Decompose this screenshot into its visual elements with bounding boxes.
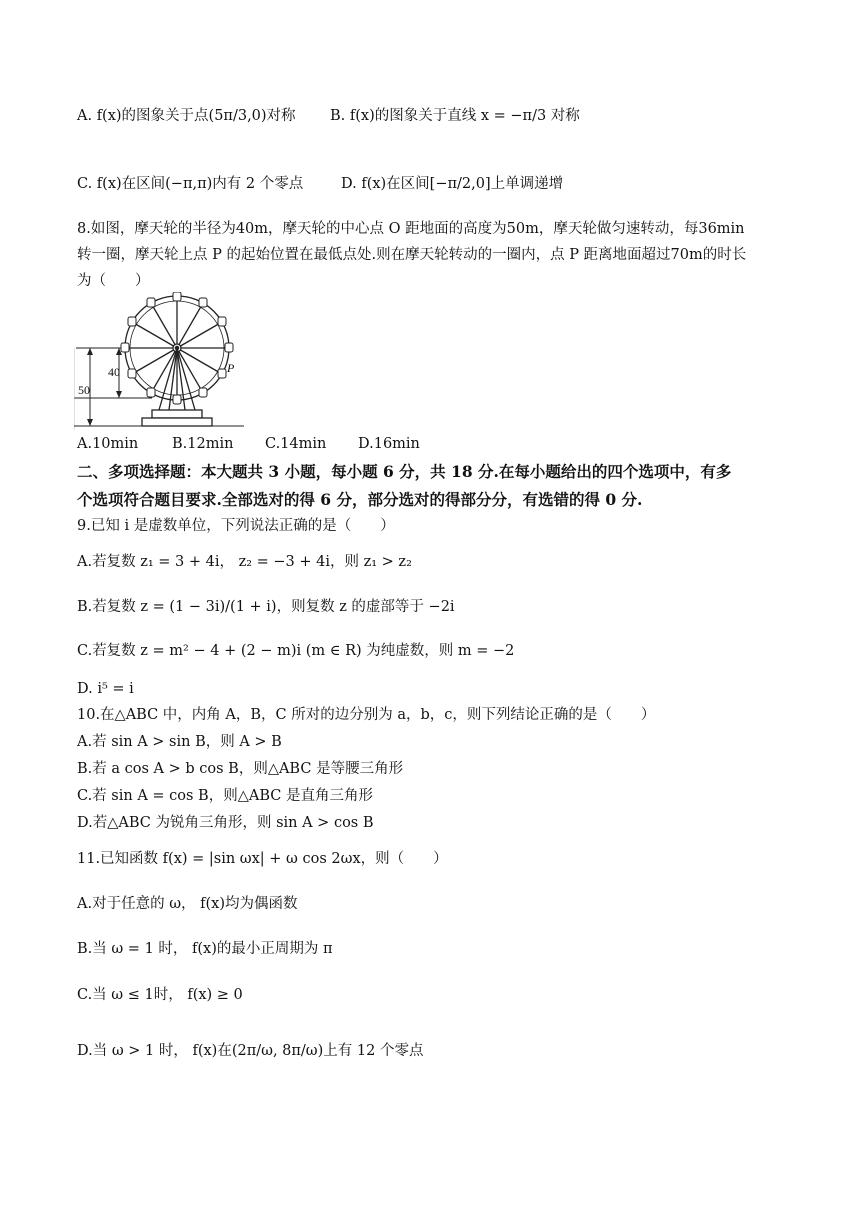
q9-option-b: B.若复数 z = (1 − 3i)/(1 + i)，则复数 z 的虚部等于 −2i <box>77 599 455 615</box>
q10-stem: 10.在△ABC 中，内角 A，B，C 所对的边分别为 a，b，c，则下列结论正确的是（ ） <box>77 707 656 723</box>
q11-option-b: B.当 ω = 1 时， f(x)的最小正周期为 π <box>77 941 333 957</box>
q9-option-c: C.若复数 z = m² − 4 + (2 − m)i (m ∈ R) 为纯虚数，则 m = −2 <box>77 643 515 659</box>
q8-option-c: C.14min <box>265 436 327 452</box>
q8-line-1: 8.如图，摩天轮的半径为40m，摩天轮的中心点 O 距地面的高度为50m，摩天轮做匀速转动，每36min <box>77 221 745 237</box>
q8-line-3: 为（ ） <box>77 273 150 289</box>
q8-option-b: B.12min <box>172 436 234 452</box>
q7-option-b: B. f(x)的图象关于直线 x = −π/3 对称 <box>330 108 580 124</box>
q7-option-c: C. f(x)在区间(−π,π)内有 2 个零点 <box>77 176 304 192</box>
q7-option-d: D. f(x)在区间[−π/2,0]上单调递增 <box>341 176 564 192</box>
q8-option-a: A.10min <box>77 436 139 452</box>
q11-option-d: D.当 ω > 1 时， f(x)在(2π/ω, 8π/ω)上有 12 个零点 <box>77 1043 424 1059</box>
ferris-wheel-figure <box>74 292 244 430</box>
q11-stem: 11.已知函数 f(x) = |sin ωx| + ω cos 2ωx，则（ ） <box>77 851 448 867</box>
section-2-heading-line-2: 个选项符合题目要求.全部选对的得 6 分，部分选对的得部分分，有选错的得 0 分. <box>77 490 643 509</box>
height-label: 50 <box>78 383 90 397</box>
point-p-label: P <box>227 361 235 375</box>
radius-label: 40 <box>108 365 120 379</box>
q10-option-c: C.若 sin A = cos B，则△ABC 是直角三角形 <box>77 788 373 804</box>
q11-option-a: A.对于任意的 ω， f(x)均为偶函数 <box>77 896 298 912</box>
q9-option-a: A.若复数 z₁ = 3 + 4i， z₂ = −3 + 4i，则 z₁ > z₂ <box>77 554 412 570</box>
q10-option-a: A.若 sin A > sin B，则 A > B <box>77 734 282 750</box>
q7-option-a: A. f(x)的图象关于点(5π/3,0)对称 <box>77 108 296 124</box>
section-2-heading-line-1: 二、多项选择题：本大题共 3 小题，每小题 6 分，共 18 分.在每小题给出的四个选项中，有多 <box>77 462 732 481</box>
q9-option-d: D. i⁵ = i <box>77 681 134 697</box>
q8-option-d: D.16min <box>358 436 420 452</box>
q11-option-c: C.当 ω ≤ 1时， f(x) ≥ 0 <box>77 987 243 1003</box>
q10-option-b: B.若 a cos A > b cos B，则△ABC 是等腰三角形 <box>77 761 404 777</box>
q9-stem: 9.已知 i 是虚数单位，下列说法正确的是（ ） <box>77 518 395 534</box>
q10-option-d: D.若△ABC 为锐角三角形，则 sin A > cos B <box>77 815 374 831</box>
q8-line-2: 转一圈，摩天轮上点 P 的起始位置在最低点处.则在摩天轮转动的一圈内，点 P 距离地面超过70m的时长 <box>77 247 747 263</box>
